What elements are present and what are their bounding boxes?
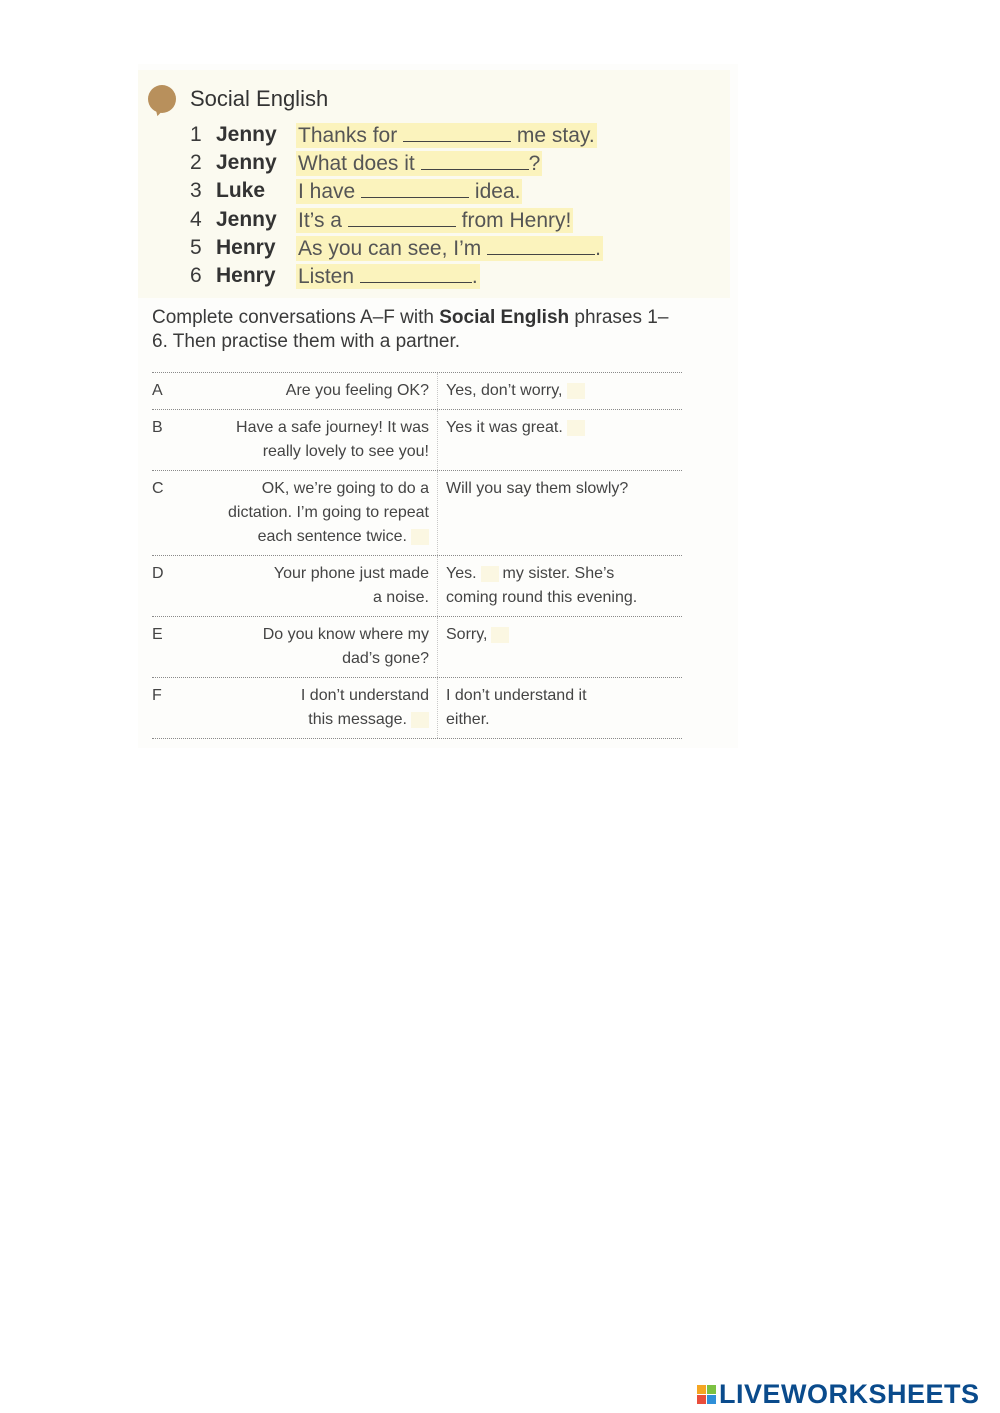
question-cell: Are you feeling OK? <box>164 373 438 409</box>
answer-cell: I don’t understand it either. <box>446 687 587 728</box>
conversation-row <box>152 617 682 678</box>
conversation-row <box>152 373 682 410</box>
answer-drop-target[interactable] <box>567 383 585 399</box>
phrase-after: . <box>595 236 601 260</box>
answer-cell: Will you say them slowly? <box>446 480 629 497</box>
phrase-line <box>190 177 522 205</box>
logo-text: LIVEWORKSHEETS <box>719 1378 980 1409</box>
phrase-before: Thanks for <box>298 123 398 147</box>
answer-cell <box>438 617 682 677</box>
phrase-line <box>190 121 597 149</box>
phrase-before: Listen <box>298 264 355 288</box>
row-letter: A <box>152 382 163 399</box>
question-cell <box>164 678 438 738</box>
phrase-after: ? <box>528 151 541 175</box>
phrase-line <box>190 149 542 177</box>
answer-blank-2[interactable] <box>421 151 529 170</box>
answer-blank-3[interactable] <box>361 179 469 198</box>
liveworksheets-logo <box>697 1378 980 1410</box>
phrase-text <box>296 123 597 148</box>
speech-bubble-icon <box>148 85 176 113</box>
answer-text: Yes. <box>446 565 477 582</box>
answer-drop-target[interactable] <box>411 712 429 728</box>
phrase-text <box>296 208 573 233</box>
phrase-number: 5 <box>190 236 202 259</box>
phrase-text <box>296 179 522 204</box>
phrase-number: 1 <box>190 123 202 146</box>
phrase-number: 6 <box>190 264 202 287</box>
answer-drop-target[interactable] <box>491 627 509 643</box>
section-title: Social English <box>190 86 329 111</box>
answer-drop-target[interactable] <box>567 420 585 436</box>
phrase-line <box>190 234 603 262</box>
question-cell: Have a safe journey! It was really lovely to see you! <box>164 410 438 470</box>
answer-text: my sister. She’s coming round this evening. <box>446 565 638 606</box>
phrase-before: It’s a <box>298 208 342 232</box>
instructions-bold: Social English <box>439 307 570 328</box>
phrase-text <box>296 151 542 176</box>
phrase-number: 4 <box>190 208 202 231</box>
conversation-row <box>152 556 682 617</box>
phrase-number: 3 <box>190 179 202 202</box>
phrase-speaker: Jenny <box>216 151 277 174</box>
phrase-after: idea. <box>474 179 521 203</box>
question-text: I don’t understand this message. <box>300 687 429 728</box>
instructions <box>152 306 672 354</box>
phrase-speaker: Henry <box>216 236 276 259</box>
phrase-line <box>190 262 480 290</box>
question-cell <box>164 471 438 555</box>
row-letter: E <box>152 626 163 643</box>
phrase-speaker: Jenny <box>216 123 277 146</box>
phrase-text <box>296 264 480 289</box>
row-letter: D <box>152 565 164 582</box>
question-cell: Your phone just made a noise. <box>164 556 438 616</box>
conversation-row <box>152 678 682 739</box>
answer-text: Sorry, <box>446 626 488 643</box>
phrase-after: . <box>471 264 478 288</box>
conversation-row <box>152 471 682 556</box>
instructions-text: Complete conversations A–F with <box>152 307 440 328</box>
answer-cell <box>438 410 682 470</box>
row-letter: B <box>152 419 163 436</box>
phrase-speaker: Luke <box>216 179 266 202</box>
conversation-row <box>152 410 682 471</box>
question-text: OK, we’re going to do a dictation. I’m going to repeat each sentence twice. <box>227 480 429 545</box>
answer-drop-target[interactable] <box>481 566 499 582</box>
phrase-speaker: Jenny <box>216 208 277 231</box>
instructions-text: phrases 1–6. Then practise them with a partner. <box>152 307 669 352</box>
row-letter: C <box>152 480 164 497</box>
phrase-text <box>296 236 603 261</box>
phrase-after: me stay. <box>516 123 595 147</box>
phrase-after: from Henry! <box>461 208 572 232</box>
conversation-table <box>152 372 682 739</box>
answer-blank-6[interactable] <box>360 264 472 283</box>
row-letter: F <box>152 687 162 704</box>
answer-cell <box>438 556 682 616</box>
answer-blank-5[interactable] <box>487 236 595 255</box>
question-cell: Do you know where my dad’s gone? <box>164 617 438 677</box>
answer-blank-1[interactable] <box>403 123 511 142</box>
phrase-before: I have <box>298 179 356 203</box>
phrase-speaker: Henry <box>216 264 276 287</box>
answer-blank-4[interactable] <box>348 208 456 227</box>
answer-text: Yes, don’t worry, <box>446 382 563 399</box>
answer-drop-target[interactable] <box>411 529 429 545</box>
phrase-before: What does it <box>298 151 415 175</box>
phrase-number: 2 <box>190 151 202 174</box>
phrase-before: As you can see, I’m <box>298 236 482 260</box>
answer-cell <box>438 373 682 409</box>
phrase-line <box>190 206 573 234</box>
logo-mark-icon <box>697 1385 716 1404</box>
answer-text: Yes it was great. <box>446 419 563 436</box>
